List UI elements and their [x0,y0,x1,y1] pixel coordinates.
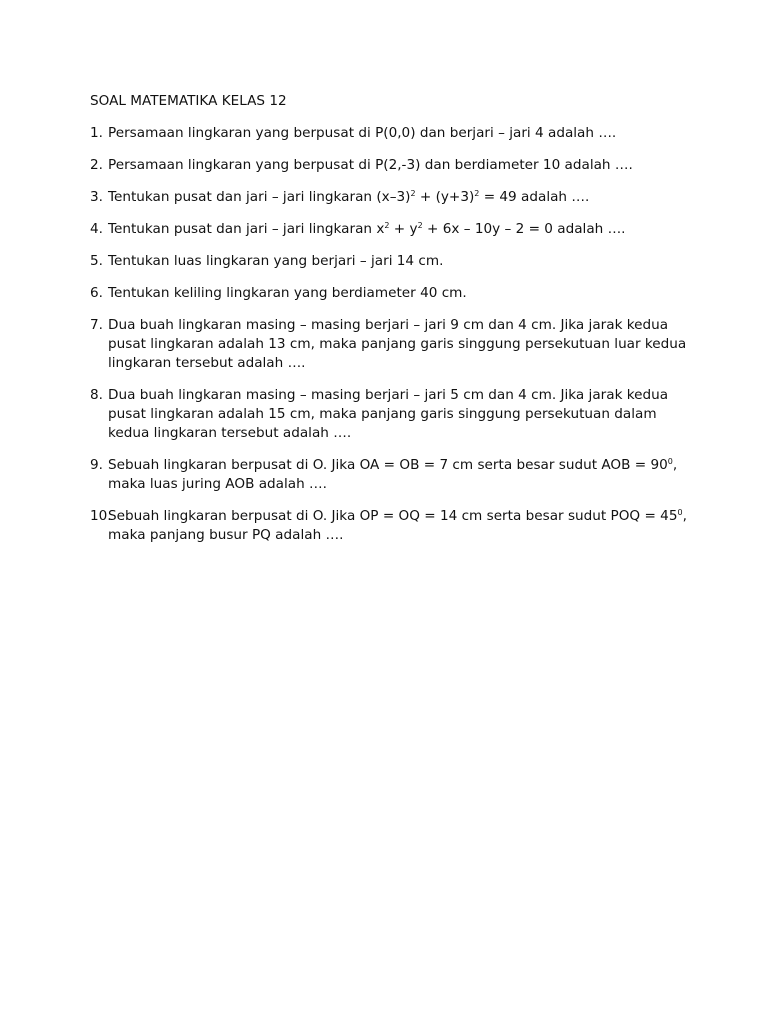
question-8 [90,386,690,443]
question-text-part: , maka panjang busur PQ adalah …. [108,508,687,543]
question-text-part: + (y+3) [415,189,475,205]
superscript: 2 [410,189,416,198]
superscript: 0 [667,457,673,466]
question-7 [90,316,690,373]
question-number: 3. [90,189,103,205]
question-number: 9. [90,457,103,473]
question-text [108,188,690,207]
question-text: Persamaan lingkaran yang berpusat di P(0,0) dan berjari – jari 4 adalah …. [108,125,617,141]
question-number: 7. [90,317,103,333]
superscript: 2 [474,189,480,198]
superscript: 2 [384,221,390,230]
question-number: 8. [90,387,103,403]
question-text-part: Sebuah lingkaran berpusat di O. Jika OA = OB = 7 cm serta besar sudut AOB = 90 [108,457,668,473]
question-text-part: + y [389,221,418,237]
question-text: Tentukan luas lingkaran yang berjari – jari 14 cm. [108,253,444,269]
question-number: 10. [90,508,112,524]
question-5 [90,252,690,271]
question-10 [90,507,690,545]
question-text-part: , maka luas juring AOB adalah …. [108,457,678,492]
question-3 [90,188,690,207]
question-9 [90,456,690,494]
question-text [108,456,690,494]
question-number: 5. [90,253,103,269]
question-text: Dua buah lingkaran masing – masing berjari – jari 5 cm dan 4 cm. Jika jarak kedua pusat lingkaran adalah 15 cm, maka panjang garis singgung persekutuan dalam kedua lingkaran tersebut adalah …. [108,387,669,441]
question-text [108,220,690,239]
question-text: Dua buah lingkaran masing – masing berjari – jari 9 cm dan 4 cm. Jika jarak kedua pusat lingkaran adalah 13 cm, maka panjang garis singgung persekutuan luar kedua lingkaran tersebut adalah …. [108,317,687,371]
document-page [90,92,690,558]
question-number: 4. [90,221,103,237]
question-text-part: = 49 adalah …. [479,189,590,205]
superscript: 2 [417,221,423,230]
question-2 [90,156,690,175]
question-number: 1. [90,125,103,141]
question-text-part: Tentukan pusat dan jari – jari lingkaran x [108,221,385,237]
question-text-part: + 6x – 10y – 2 = 0 adalah …. [422,221,626,237]
question-text: Persamaan lingkaran yang berpusat di P(2,-3) dan berdiameter 10 adalah …. [108,157,633,173]
question-text-part: Tentukan pusat dan jari – jari lingkaran (x–3) [108,189,411,205]
superscript: 0 [677,508,683,517]
question-text [108,507,690,545]
question-1 [90,124,690,143]
question-number: 2. [90,157,103,173]
question-text: Tentukan keliling lingkaran yang berdiameter 40 cm. [108,285,467,301]
question-text-part: Sebuah lingkaran berpusat di O. Jika OP = OQ = 14 cm serta besar sudut POQ = 45 [108,508,678,524]
question-number: 6. [90,285,103,301]
page-title: SOAL MATEMATIKA KELAS 12 [90,93,287,109]
question-4 [90,220,690,239]
question-6 [90,284,690,303]
